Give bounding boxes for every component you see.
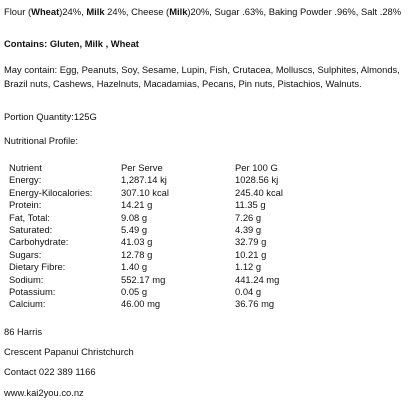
table-row <box>9 298 355 310</box>
nutrient-name: Carbohydrate: <box>9 236 69 248</box>
table-row <box>9 212 355 224</box>
nutrient-name: Dietary Fibre: <box>9 261 66 273</box>
per-serve-value: 5.49 g <box>121 224 148 236</box>
per-serve-value: 9.08 g <box>121 211 148 223</box>
nutrition-table <box>9 162 355 311</box>
per-100g-value: 11.35 g <box>235 199 266 211</box>
per-serve-value: 14.21 g <box>121 199 153 211</box>
per-serve-value: 12.78 g <box>121 248 153 260</box>
table-row <box>9 199 355 211</box>
header-nutrient: Nutrient <box>9 162 42 173</box>
per-serve-value: 307.10 kcal <box>121 186 169 198</box>
website-link[interactable]: www.kai2you.co.nz <box>4 387 84 398</box>
per-serve-value: 0.05 g <box>121 286 148 298</box>
per-100g-value: 36.76 mg <box>235 298 275 310</box>
ingredient-milk-label: Milk <box>86 6 105 17</box>
address-line-1: 86 Harris <box>4 326 43 337</box>
contact-phone: Contact 022 389 1166 <box>4 366 96 377</box>
per-serve-value: 1,287.14 kj <box>121 174 167 186</box>
per-serve-value: 46.00 mg <box>121 298 161 310</box>
per-100g-value: 441.24 mg <box>235 273 280 285</box>
ingredient-rest: )20%, Sugar .63%, Baking Powder .96%, Salt .28% <box>187 6 402 17</box>
table-row <box>9 274 355 286</box>
table-row <box>9 286 355 298</box>
nutrient-name: Sodium: <box>9 273 44 285</box>
per-100g-value: 32.79 g <box>235 236 267 248</box>
per-100g-value: 245.40 kcal <box>235 186 283 198</box>
address-line-2: Crescent Papanui Christchurch <box>4 346 134 357</box>
ingredient-milk-pct: 24%, Cheese ( <box>104 6 170 17</box>
ingredient-cheese-allergen: Milk <box>169 6 188 17</box>
table-row <box>9 187 355 199</box>
per-100g-value: 1.12 g <box>235 261 262 273</box>
nutritional-profile-title: Nutritional Profile: <box>4 135 78 146</box>
contains-statement <box>4 38 139 50</box>
table-row <box>9 249 355 261</box>
per-serve-value: 552.17 mg <box>121 273 166 285</box>
per-100g-value: 0.04 g <box>235 286 262 298</box>
nutrient-name: Energy-Kilocalories: <box>9 186 93 198</box>
ingredient-flour-pct: )24%, <box>59 6 87 17</box>
nutrient-name: Fat, Total: <box>9 211 50 223</box>
nutrient-name: Protein: <box>9 199 42 211</box>
per-100g-value: 4.39 g <box>235 224 262 236</box>
per-serve-value: 41.03 g <box>121 236 153 248</box>
table-row <box>9 236 355 248</box>
ingredient-flour-label: Flour ( <box>4 6 32 17</box>
nutrient-name: Sugars: <box>9 248 42 260</box>
header-per-100g: Per 100 G <box>235 162 278 173</box>
ingredients-line <box>4 6 401 18</box>
may-contain-statement: May contain: Egg, Peanuts, Soy, Sesame, Lupin, Fish, Crutacea, Molluscs, Sulphites, Almonds, Brazil nuts, Cashews, Hazelnuts, Macadamias, Pecans, Pin nuts, Pistachios, Walnuts. <box>4 64 400 89</box>
table-row <box>9 224 355 236</box>
table-header-row <box>9 162 355 174</box>
contains-text: Contains: Gluten, Milk , Wheat <box>4 38 139 49</box>
per-100g-value: 7.26 g <box>235 211 262 223</box>
per-100g-value: 1028.56 kj <box>235 174 279 186</box>
nutrient-name: Saturated: <box>9 224 53 236</box>
ingredient-flour-allergen: Wheat <box>31 6 60 17</box>
nutrient-name: Potassium: <box>9 286 56 298</box>
per-serve-value: 1.40 g <box>121 261 148 273</box>
nutrient-name: Energy: <box>9 174 42 186</box>
table-row <box>9 261 355 273</box>
per-100g-value: 10.21 g <box>235 248 267 260</box>
portion-quantity: Portion Quantity:125G <box>4 111 97 122</box>
nutrient-name: Calcium: <box>9 298 46 310</box>
table-row <box>9 174 355 186</box>
header-per-serve: Per Serve <box>121 162 163 173</box>
